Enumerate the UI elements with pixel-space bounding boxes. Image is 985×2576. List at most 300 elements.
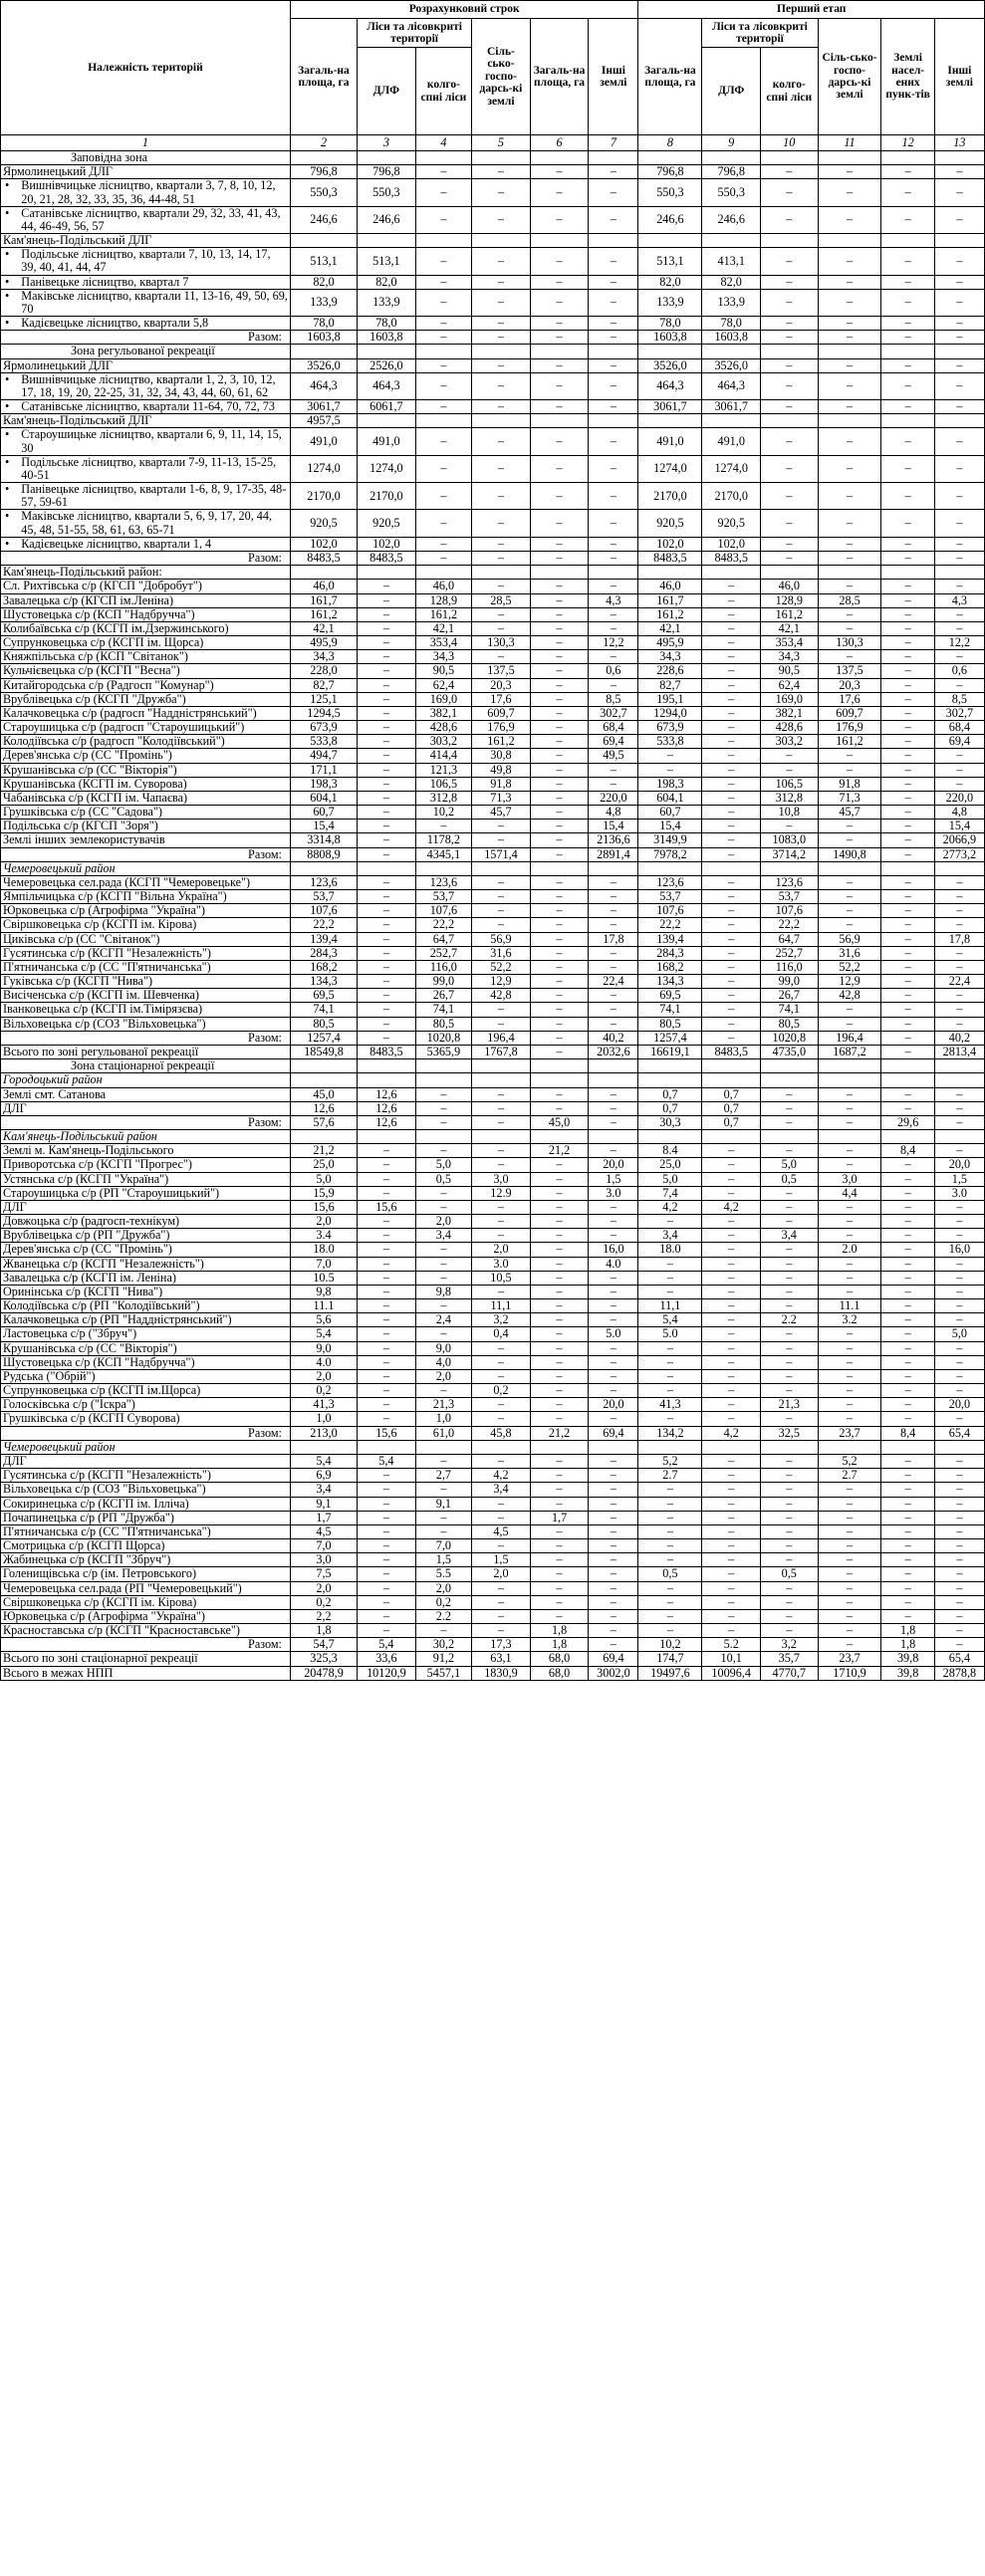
value-cell: 4,2 [702,1200,761,1214]
value-cell: – [761,289,819,316]
value-cell: – [702,1609,761,1623]
value-cell: – [530,1215,589,1229]
value-cell: – [702,875,761,889]
value-cell: – [818,1327,881,1341]
subtotal-row [1,1031,985,1045]
subtotal-label: Разом: [1,1115,291,1129]
value-cell: 196,4 [472,1031,531,1045]
value-cell: – [881,165,934,179]
value-cell: – [415,206,471,233]
value-cell: – [530,960,589,974]
value-cell: – [881,483,934,510]
value-cell: 34,3 [638,650,702,664]
value-cell: – [530,621,589,635]
value-cell: – [589,678,638,692]
value-cell: – [881,706,934,720]
value-cell: – [702,1567,761,1581]
value-cell: 3,0 [818,1172,881,1186]
value-cell: – [934,1454,984,1468]
value-cell: 28,5 [472,593,531,607]
value-cell: – [881,918,934,932]
empty-cell [472,345,531,358]
value-cell: 102,0 [290,537,357,551]
territory-name: Завалецька с/р (КГСП ім.Леніна) [1,593,291,607]
value-cell: 18549,8 [290,1046,357,1059]
territory-name: Свіршковецька с/р (КСГП ім. Кірова) [1,1595,291,1609]
table-row [1,918,985,932]
value-cell: – [358,1031,416,1045]
value-cell: – [472,455,531,482]
value-cell: – [818,1511,881,1524]
value-cell: 34,3 [415,650,471,664]
value-cell: 60,7 [638,806,702,820]
value-cell: 10096,4 [702,1666,761,1680]
value-cell: – [761,165,819,179]
value-cell: – [358,904,416,918]
district-title: Городоцький район [1,1073,291,1087]
value-cell: – [818,580,881,593]
value-cell [589,566,638,580]
value-cell: 52,2 [818,960,881,974]
value-cell: 71,3 [818,791,881,805]
value-cell: 4735,0 [761,1046,819,1059]
value-cell: – [638,1595,702,1609]
value-cell: – [761,1384,819,1398]
value-cell: – [702,1257,761,1271]
value-cell: 171,1 [290,763,357,777]
value-cell: – [818,455,881,482]
value-cell: – [934,678,984,692]
value-cell: 42,8 [818,989,881,1003]
value-cell: 42,1 [290,621,357,635]
value-cell: – [415,1271,471,1285]
column-number: 13 [934,135,984,151]
territory-name: Колибаївська с/р (КСГП ім.Дзержинського) [1,621,291,635]
value-cell: 169,0 [761,692,819,706]
value-cell: – [934,551,984,565]
value-cell: – [358,636,416,650]
value-cell: 16,0 [589,1243,638,1257]
value-cell: – [881,1595,934,1609]
value-cell: – [818,248,881,275]
territory-name: Іванковецька с/р (КСГП ім.Тімірязєва) [1,1003,291,1017]
value-cell: 4,8 [589,806,638,820]
value-cell: 213,0 [290,1426,357,1440]
empty-cell [881,1130,934,1144]
zone-heading-row [1,1059,985,1073]
value-cell: 4.0 [589,1257,638,1271]
value-cell: – [934,1595,984,1609]
value-cell: – [589,1567,638,1581]
value-cell: – [415,428,471,455]
col-header-forest: Ліси та лісовкриті території [358,19,472,48]
value-cell: – [472,1341,531,1355]
value-cell: – [761,1581,819,1595]
value-cell: – [881,510,934,537]
value-cell: 12,2 [589,636,638,650]
value-cell: – [415,165,471,179]
value-cell: – [638,1609,702,1623]
value-cell: 1274,0 [290,455,357,482]
value-cell: – [472,1398,531,1412]
territory-name: Староушицька с/р (радгосп "Староушицький") [1,721,291,735]
value-cell: – [881,607,934,621]
value-cell: – [702,1624,761,1638]
value-cell: – [761,1101,819,1115]
value-cell: 4,3 [589,593,638,607]
territory-name: Крушанівська с/р (СС "Вікторія") [1,763,291,777]
empty-cell [358,151,416,165]
value-cell: – [589,1215,638,1229]
column-number: 11 [818,135,881,151]
value-cell: – [761,749,819,763]
territory-name: Всього в межах НПП [1,1666,291,1680]
value-cell: – [761,1511,819,1524]
value-cell: 74,1 [415,1003,471,1017]
value-cell [818,234,881,248]
value-cell: 3061,7 [290,400,357,414]
table-row [1,607,985,621]
value-cell: – [358,1186,416,1200]
value-cell: – [472,206,531,233]
value-cell: – [415,248,471,275]
value-cell: – [934,1215,984,1229]
value-cell: 22,2 [638,918,702,932]
value-cell: 107,6 [638,904,702,918]
col-header-other: Інші землі [589,19,638,135]
value-cell: 3526,0 [702,358,761,372]
territory-name: Крушанівська (КСГП ім. Суворова) [1,777,291,791]
table-row [1,179,985,206]
table-row [1,721,985,735]
value-cell: – [415,1483,471,1497]
value-cell: 23,7 [818,1652,881,1666]
table-row [1,1229,985,1243]
value-cell: 8483,5 [358,551,416,565]
value-cell: – [589,179,638,206]
value-cell: – [415,1243,471,1257]
value-cell: 2170,0 [702,483,761,510]
table-row [1,510,985,537]
value-cell: 22,4 [589,975,638,989]
empty-cell [589,1130,638,1144]
value-cell: – [415,455,471,482]
value-cell: – [702,763,761,777]
value-cell: – [589,537,638,551]
value-cell: – [934,1567,984,1581]
value-cell: 137,5 [472,664,531,678]
value-cell: – [589,317,638,331]
value-cell: – [881,317,934,331]
empty-cell [530,1130,589,1144]
value-cell: – [530,400,589,414]
value-cell: 21,2 [530,1426,589,1440]
table-row [1,692,985,706]
value-cell: – [530,847,589,861]
territory-name [1,455,291,482]
table-row [1,1369,985,1383]
territory-name: Жванецька с/р (КСГП "Незалежність") [1,1257,291,1271]
value-cell: – [530,763,589,777]
value-cell: – [881,650,934,664]
value-cell: 2170,0 [290,483,357,510]
value-cell [530,566,589,580]
value-cell: – [702,960,761,974]
value-cell: – [818,275,881,289]
subtotal-label: Разом: [1,847,291,861]
empty-cell [881,861,934,875]
value-cell: – [415,358,471,372]
table-row [1,875,985,889]
empty-cell [358,1440,416,1454]
col-header-total: Загаль-на площа, га [290,19,357,135]
value-cell: – [589,358,638,372]
value-cell: – [358,1215,416,1229]
value-cell: 2,0 [472,1243,531,1257]
column-numbers-row [1,135,985,151]
value-cell: – [358,763,416,777]
value-cell: – [358,706,416,720]
empty-cell [702,151,761,165]
value-cell: 74,1 [638,1003,702,1017]
value-cell: 2.2 [415,1609,471,1623]
value-cell: – [638,1355,702,1369]
empty-cell [702,1440,761,1454]
value-cell: – [881,1581,934,1595]
value-cell: – [881,537,934,551]
value-cell: – [589,1454,638,1468]
value-cell: – [415,1257,471,1271]
value-cell: 2,0 [472,1567,531,1581]
value-cell: – [415,551,471,565]
value-cell: 920,5 [702,510,761,537]
value-cell: – [761,1355,819,1369]
empty-cell [761,1440,819,1454]
value-cell: 12,9 [472,975,531,989]
value-cell: – [881,1609,934,1623]
value-cell: – [818,358,881,372]
value-cell: – [934,1341,984,1355]
table-row [1,1567,985,1581]
table-row [1,483,985,510]
subtotal-row [1,1426,985,1440]
value-cell: – [415,1384,471,1398]
value-cell: – [818,1497,881,1511]
value-cell: – [702,1483,761,1497]
value-cell: 17,8 [934,932,984,946]
value-cell: – [530,1327,589,1341]
value-cell: 2,0 [415,1215,471,1229]
territory-name: Дерев'янська с/р (СС "Промінь") [1,749,291,763]
value-cell: 20,3 [472,678,531,692]
value-cell: – [818,428,881,455]
value-cell: 2170,0 [638,483,702,510]
column-number: 3 [358,135,416,151]
table-row [1,806,985,820]
value-cell: 2,0 [415,1581,471,1595]
value-cell: – [530,1229,589,1243]
territory-name: Землі м. Кам'янець-Подільського [1,1144,291,1158]
empty-cell [881,1073,934,1087]
value-cell: – [881,1553,934,1567]
value-cell: 0,5 [638,1567,702,1581]
value-cell: – [589,1271,638,1285]
value-cell: 1274,0 [638,455,702,482]
value-cell: – [761,358,819,372]
value-cell: – [415,331,471,345]
table-row [1,400,985,414]
value-cell: 5,6 [290,1313,357,1327]
value-cell: – [530,904,589,918]
table-row [1,749,985,763]
value-cell: – [881,593,934,607]
value-cell: – [761,206,819,233]
value-cell: 3,4 [638,1229,702,1243]
value-cell: – [530,721,589,735]
value-cell: – [472,833,531,847]
value-cell: – [472,580,531,593]
value-cell: – [530,1087,589,1101]
table-row [1,1257,985,1271]
value-cell: – [530,1186,589,1200]
value-cell: 22,2 [290,918,357,932]
group-header-calc: Розрахунковий строк [290,1,638,19]
value-cell: – [530,580,589,593]
value-cell: 796,8 [290,165,357,179]
value-cell: 174,7 [638,1652,702,1666]
value-cell: 21,3 [761,1398,819,1412]
value-cell: 4,2 [702,1426,761,1440]
table-row [1,664,985,678]
value-cell: – [881,1186,934,1200]
value-cell: 796,8 [638,165,702,179]
empty-cell [702,861,761,875]
value-cell: – [881,1200,934,1214]
value-cell: 8,4 [881,1426,934,1440]
value-cell: – [530,791,589,805]
value-cell: 4345,1 [415,847,471,861]
value-cell: – [638,1285,702,1298]
territory-name: Кам'янець-Подільський ДЛГ [1,234,291,248]
empty-cell [358,1130,416,1144]
value-cell: – [530,820,589,833]
value-cell: – [761,1299,819,1313]
value-cell: 228,6 [638,664,702,678]
value-cell: – [530,1524,589,1538]
value-cell: – [761,1087,819,1101]
table-row [1,1327,985,1341]
value-cell: 1274,0 [358,455,416,482]
value-cell [290,566,357,580]
value-cell: – [761,1483,819,1497]
value-cell: – [472,1017,531,1031]
value-cell: – [638,1524,702,1538]
value-cell: – [472,1355,531,1369]
value-cell: – [702,580,761,593]
value-cell [415,566,471,580]
empty-cell [761,1059,819,1073]
value-cell: 123,6 [638,875,702,889]
value-cell: 3526,0 [290,358,357,372]
value-cell: 20,3 [818,678,881,692]
value-cell: – [530,692,589,706]
value-cell: – [702,664,761,678]
value-cell [358,566,416,580]
value-cell: 18.0 [290,1243,357,1257]
value-cell: – [530,372,589,399]
territory-name: Юрковецька с/р (Агрофірма "Україна") [1,904,291,918]
value-cell: – [415,1511,471,1524]
value-cell: – [934,537,984,551]
value-cell: 2878,8 [934,1666,984,1680]
value-cell: – [638,1257,702,1271]
value-cell: – [702,975,761,989]
empty-cell [881,345,934,358]
value-cell: – [934,946,984,960]
table-row [1,206,985,233]
territory-name: Врублівецька с/р (КСГП "Дружба") [1,692,291,706]
value-cell [818,566,881,580]
value-cell: – [530,1595,589,1609]
value-cell: – [934,1257,984,1271]
value-cell: – [881,1398,934,1412]
value-cell: 116,0 [761,960,819,974]
territory-name: Кам'янець-Подільський ДЛГ [1,414,291,428]
value-cell: – [761,455,819,482]
value-cell: 41,3 [638,1398,702,1412]
value-cell: 0,2 [472,1384,531,1398]
empty-cell [638,1440,702,1454]
value-cell: – [589,1497,638,1511]
value-cell [415,414,471,428]
zone-title: Зона стаціонарної рекреації [1,1059,291,1073]
value-cell [290,234,357,248]
value-cell: – [761,1553,819,1567]
table-row [1,1483,985,1497]
value-cell: 1687,2 [818,1046,881,1059]
value-cell: – [589,455,638,482]
value-cell: – [702,1398,761,1412]
value-cell: 353,4 [761,636,819,650]
value-cell: – [818,1355,881,1369]
table-row [1,317,985,331]
value-cell: 3526,0 [638,358,702,372]
value-cell [761,414,819,428]
value-cell: 169,0 [415,692,471,706]
value-cell: 5,0 [290,1172,357,1186]
value-cell: – [589,1355,638,1369]
value-cell [934,566,984,580]
value-cell: 15,6 [358,1200,416,1214]
value-cell: 49,5 [589,749,638,763]
value-cell: – [818,875,881,889]
value-cell: – [881,664,934,678]
table-row [1,1003,985,1017]
value-cell: 74,1 [761,1003,819,1017]
value-cell: 3314,8 [290,833,357,847]
value-cell: – [530,1539,589,1553]
territory-name [1,317,291,331]
table-row [1,621,985,635]
value-cell: – [818,918,881,932]
value-cell: – [702,989,761,1003]
value-cell: 5,4 [290,1327,357,1341]
value-cell: 2,4 [415,1313,471,1327]
value-cell: – [934,960,984,974]
value-cell: – [358,1384,416,1398]
value-cell: – [530,932,589,946]
value-cell: – [702,806,761,820]
